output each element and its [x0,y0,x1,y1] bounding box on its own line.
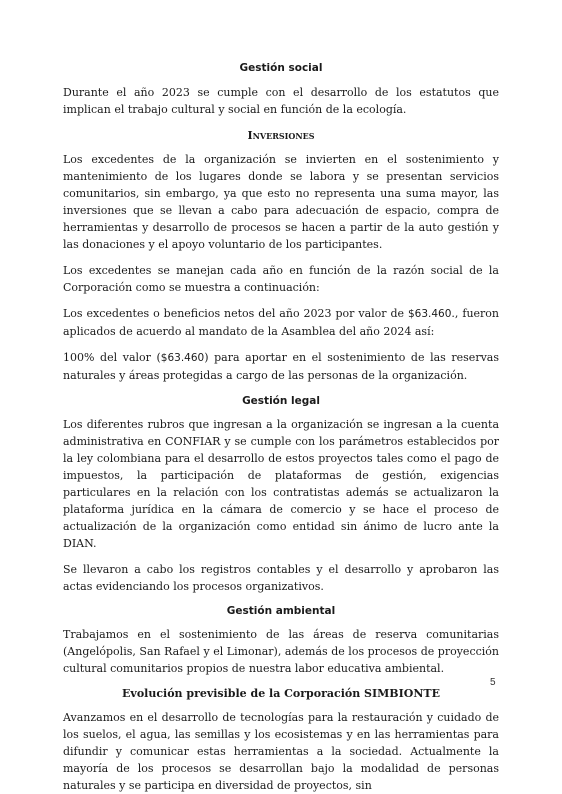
heading-gestion-legal: Gestión legal [242,395,320,407]
paragraph-inversiones-2: Los excedentes se manejan cada año en función de la razón social de la Corporación como se muestra a continuación: [63,264,499,294]
paragraph-legal-2: Se llevaron a cabo los registros contables y el desarrollo y aprobaron las actas evidenciando los procesos organizativos. [63,563,499,593]
paragraph-inversiones-4: 100% del valor ($63.460) para aportar en el sostenimiento de las reservas naturales y áreas protegidas a cargo de las personas de la organización. [63,351,499,382]
heading-gestion-social: Gestión social [239,62,323,74]
paragraph-social: Durante el año 2023 se cumple con el desarrollo de los estatutos que implican el trabajo cultural y social en función de la ecología. [63,86,499,116]
paragraph-evolucion: Avanzamos en el desarrollo de tecnologías para la restauración y cuidado de los suelos, el agua, las semillas y los ecosistemas y en las herramientas para difundir y comunicar estas herramientas a la sociedad. Actualmente la mayoría de los procesos se desarrollan bajo la modalidad de personas naturales y se participa en diversidad de proyectos, sin [63,711,499,792]
page-content [63,60,499,794]
heading-inversiones: Inversiones [247,129,315,142]
paragraph-inversiones-1: Los excedentes de la organización se invierten en el sostenimiento y mantenimiento de los lugares donde se labora y se presentan servicios comunitarios, sin embargo, ya que esto no representa una suma mayor, las inversiones que se llevan a cabo para adecuación de espacio, compra de herramientas y desarrollo de procesos se hacen a partir de la auto gestión y las donaciones y el apoyo voluntario de los participantes. [63,153,499,251]
amount-value: $63.460 [160,352,205,364]
page-number: 5 [490,677,496,688]
paragraph-inversiones-3: Los excedentes o beneficios netos del año 2023 por valor de $63.460., fueron aplicados de acuerdo al mandato de la Asamblea del año 2024 así: [63,307,500,338]
heading-gestion-ambiental: Gestión ambiental [226,605,336,617]
paragraph-ambiental: Trabajamos en el sostenimiento de las áreas de reserva comunitarias (Angelópolis, San Rafael y el Limonar), además de los procesos de proyección cultural comunitarios propios de nuestra labor educativa ambiental. [63,628,499,675]
heading-evolucion: Evolución previsible de la Corporación SIMBIONTE [122,687,440,700]
amount-value: $63.460 [408,308,452,320]
paragraph-legal-1: Los diferentes rubros que ingresan a la organización se ingresan a la cuenta administrativa en CONFIAR y se cumple con los parámetros establecidos por la ley colombiana para el desarrollo de estos proyectos tales como el pago de impuestos, la participación de plataformas de gestión, exigencias particulares en la relación con los contratistas además se actualizaron la plataforma jurídica en la cámara de comercio y se hace el proceso de actualización de la organización como entidad sin ánimo de lucro ante la DIAN. [63,418,499,550]
